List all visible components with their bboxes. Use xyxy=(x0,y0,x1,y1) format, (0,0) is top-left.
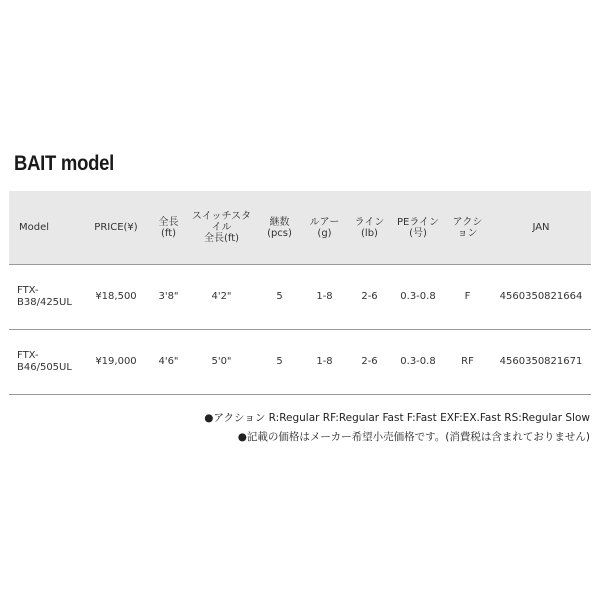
spec-table xyxy=(9,191,591,395)
header-line: ライン (lb) xyxy=(347,191,392,265)
cell-lure: 1-8 xyxy=(302,330,347,395)
table-row xyxy=(9,330,591,395)
cell-line: 2-6 xyxy=(347,265,392,330)
cell-jan: 4560350821671 xyxy=(491,330,591,395)
cell-action: RF xyxy=(444,330,491,395)
price-note: ●記載の価格はメーカー希望小売価格です。(消費税は含まれておりません) xyxy=(237,431,590,443)
section-title: BAIT model xyxy=(14,152,115,175)
header-action: アクシ ョン xyxy=(444,191,491,265)
cell-total-length: 4'6" xyxy=(151,330,186,395)
header-pieces: 継数 (pcs) xyxy=(257,191,302,265)
cell-switch-style-length: 5'0" xyxy=(186,330,257,395)
cell-action: F xyxy=(444,265,491,330)
header-lure: ルアー (g) xyxy=(302,191,347,265)
cell-lure: 1-8 xyxy=(302,265,347,330)
cell-switch-style-length: 4'2" xyxy=(186,265,257,330)
cell-pe-line: 0.3-0.8 xyxy=(392,265,444,330)
header-jan: JAN xyxy=(491,191,591,265)
header-model: Model xyxy=(9,191,81,265)
cell-total-length: 3'8" xyxy=(151,265,186,330)
cell-pe-line: 0.3-0.8 xyxy=(392,330,444,395)
cell-model: FTX- B38/425UL xyxy=(9,265,81,330)
table-header-row xyxy=(9,191,591,265)
header-total-length: 全長 (ft) xyxy=(151,191,186,265)
cell-price: ¥18,500 xyxy=(81,265,151,330)
cell-model: FTX- B46/505UL xyxy=(9,330,81,395)
header-pe-line: PEライン (号) xyxy=(392,191,444,265)
cell-jan: 4560350821664 xyxy=(491,265,591,330)
table-row xyxy=(9,265,591,330)
cell-price: ¥19,000 xyxy=(81,330,151,395)
footnotes xyxy=(204,409,590,447)
header-price: PRICE(¥) xyxy=(81,191,151,265)
cell-pieces: 5 xyxy=(257,265,302,330)
cell-line: 2-6 xyxy=(347,330,392,395)
action-legend-note: ●アクション R:Regular RF:Regular Fast F:Fast EXF:EX.Fast RS:Regular Slow xyxy=(204,412,590,424)
cell-pieces: 5 xyxy=(257,330,302,395)
header-switch-style-length: スイッチスタ イル 全長(ft) xyxy=(186,191,257,265)
